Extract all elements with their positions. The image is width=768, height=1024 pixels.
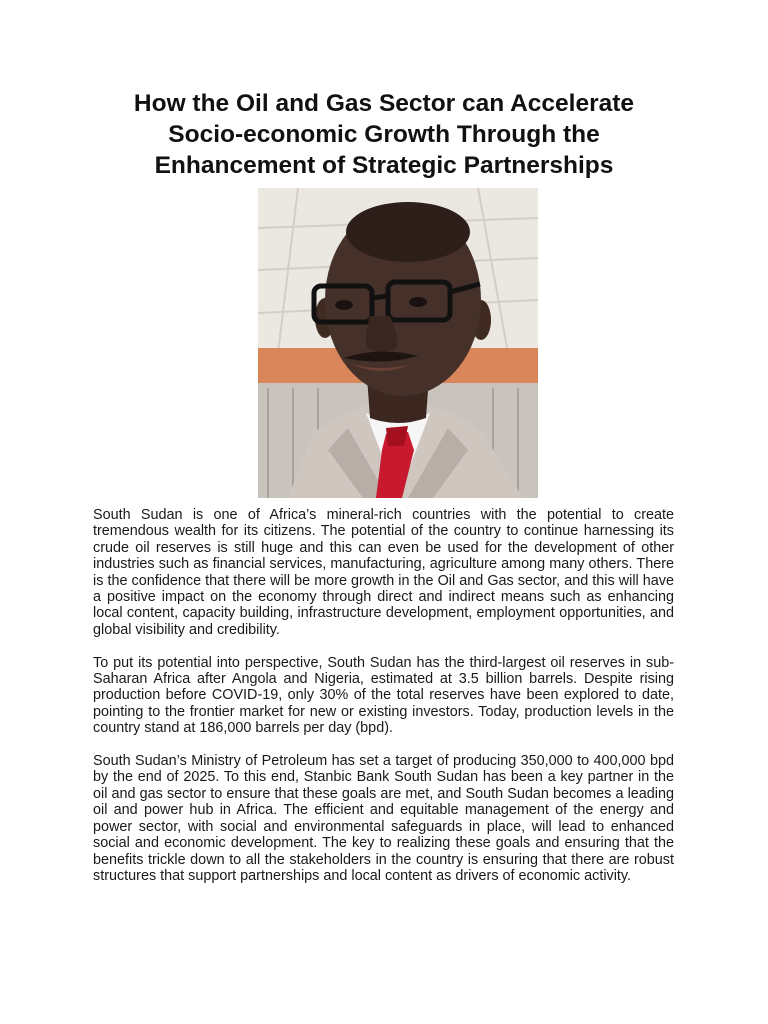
right-eye — [409, 297, 427, 307]
paragraph: South Sudan’s Ministry of Petroleum has set a target of producing 350,000 to 400,000 bpd by the end of 2025. To this end, Stanbic Bank South Sudan has been a key partner in the oil and gas sector to ensure that these goals are met, and South Sudan becomes a leading oil and power hub in Africa. The efficient and equitable management of the energy and power sector, with social and environmental safeguards in place, will lead to enhanced social and economic development. The key to realizing these goals and ensuring that the benefits trickle down to all the stakeholders in the country is ensuring that there are robust structures that support partnerships and local content as drivers of economic activity. — [93, 753, 674, 884]
portrait-illustration — [258, 188, 538, 498]
paragraph: South Sudan is one of Africa’s mineral-rich countries with the potential to create tremendous wealth for its citizens. The potential of the country to continue harnessing its crude oil reserves is still huge and this can even be used for the development of other industries such as financial services, manufacturing, agriculture among many others. There is the confidence that there will be more growth in the Oil and Gas sector, and this will have a positive impact on the economy through direct and indirect means such as enhancing local content, capacity building, infrastructure development, employment opportunities, and global visibility and credibility. — [93, 507, 674, 638]
left-eye — [335, 300, 353, 310]
article-body — [93, 507, 674, 901]
portrait-photo — [258, 188, 538, 498]
document-title — [60, 88, 708, 181]
title-line: Enhancement of Strategic Partnerships — [154, 152, 614, 179]
hair — [346, 202, 470, 262]
title-line: How the Oil and Gas Sector can Accelerate — [133, 90, 635, 117]
title-line: Socio-economic Growth Through the — [168, 121, 600, 148]
paragraph: To put its potential into perspective, South Sudan has the third-largest oil reserves in sub-Saharan Africa after Angola and Nigeria, estimated at 3.5 billion barrels. Despite rising production before COVID-19, only 30% of the total reserves have been explored to date, pointing to the frontier market for new or existing investors. Today, production levels in the country stand at 186,000 barrels per day (bpd). — [93, 654, 674, 737]
